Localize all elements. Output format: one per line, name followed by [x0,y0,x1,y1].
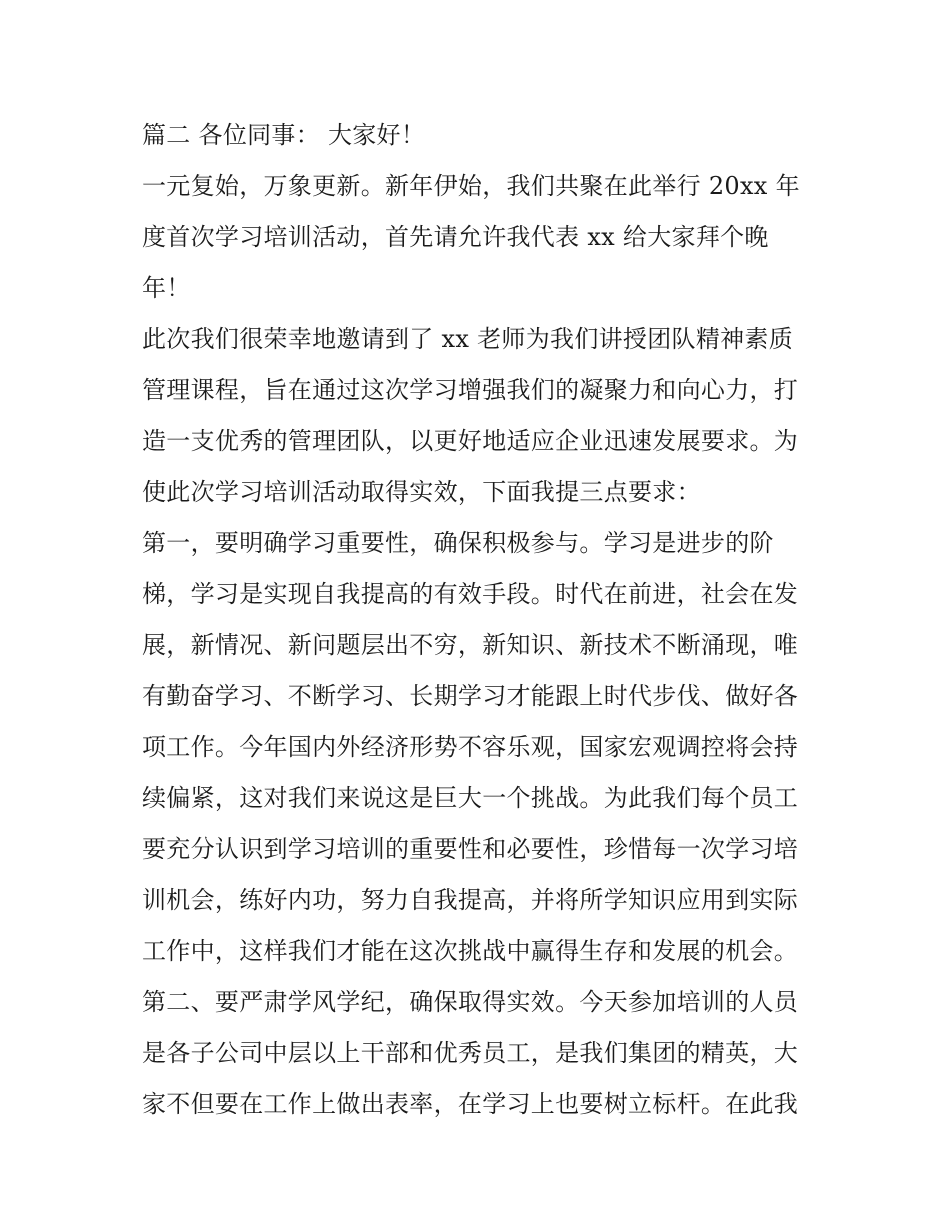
text-line: 展，新情况、新问题层出不穷，新知识、新技术不断涌现，唯 [142,631,799,659]
text-line: 造一支优秀的管理团队，以更好地适应企业迅速发展要求。为 [142,427,799,455]
text-line-greeting: 篇二 各位同事： 大家好！ [142,121,426,149]
text-line: 有勤奋学习、不断学习、长期学习才能跟上时代步伐、做好各 [142,682,799,710]
text-line: 此次我们很荣幸地邀请到了 xx 老师为我们讲授团队精神素质 [142,325,794,353]
text-line: 第一，要明确学习重要性，确保积极参与。学习是进步的阶 [142,529,774,557]
text-line: 续偏紧，这对我们来说这是巨大一个挑战。为此我们每个员工 [142,784,799,812]
text-line: 管理课程，旨在通过这次学习增强我们的凝聚力和向心力，打 [142,376,799,404]
text-line: 项工作。今年国内外经济形势不容乐观，国家宏观调控将会持 [142,733,799,761]
document-body [142,110,822,1130]
text-line: 年！ [142,274,191,302]
text-line: 家不但要在工作上做出表率，在学习上也要树立标杆。在此我 [142,1090,799,1118]
text-line: 要充分认识到学习培训的重要性和必要性，珍惜每一次学习培 [142,835,799,863]
text-line: 度首次学习培训活动，首先请允许我代表 xx 给大家拜个晚 [142,223,769,251]
text-line: 第二、要严肃学风学纪，确保取得实效。今天参加培训的人员 [142,988,799,1016]
text-line: 使此次学习培训活动取得实效，下面我提三点要求： [142,478,701,506]
text-line: 训机会，练好内功，努力自我提高，并将所学知识应用到实际 [142,886,799,914]
text-line: 是各子公司中层以上干部和优秀员工，是我们集团的精英，大 [142,1039,799,1067]
text-line: 工作中，这样我们才能在这次挑战中赢得生存和发展的机会。 [142,937,799,965]
text-line: 一元复始，万象更新。新年伊始，我们共聚在此举行 20xx 年 [142,172,800,200]
text-line: 梯，学习是实现自我提高的有效手段。时代在前进，社会在发 [142,580,799,608]
